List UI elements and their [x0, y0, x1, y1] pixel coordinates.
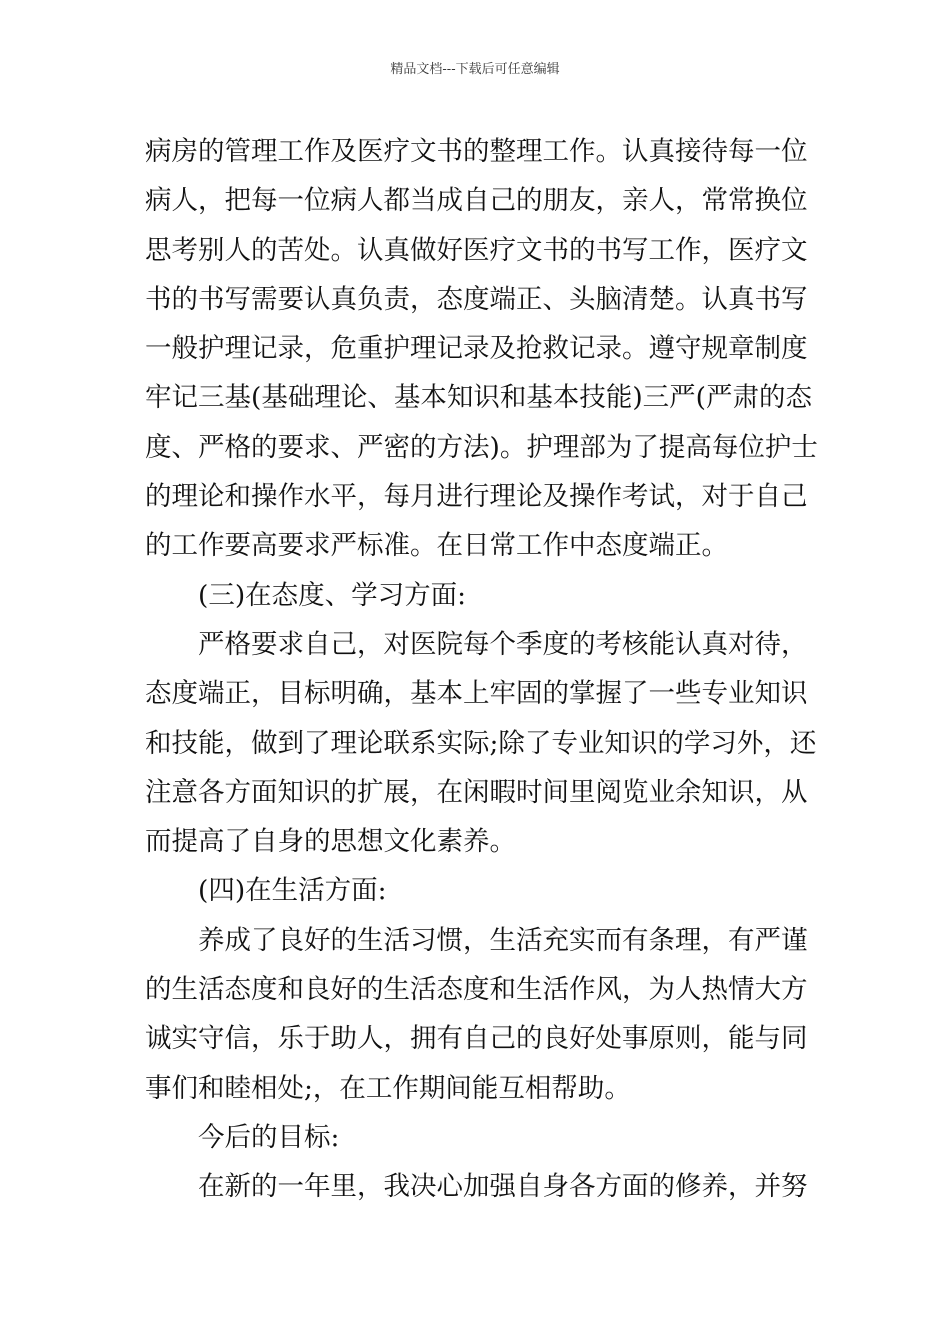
section-heading-future-goals: 今后的目标:	[198, 1121, 340, 1153]
text-line: 注意各方面知识的扩展，在闲暇时间里阅览业余知识，从	[145, 776, 808, 808]
text-line: 严格要求自己，对医院每个季度的考核能认真对待，	[198, 628, 808, 660]
text-line: 而提高了自身的思想文化素养。	[145, 826, 516, 858]
page-header: 精品文档---下载后可任意编辑	[390, 62, 560, 77]
text-line: 病人，把每一位病人都当成自己的朋友，亲人，常常换位	[145, 185, 808, 217]
text-line: 诚实守信，乐于助人，拥有自己的良好处事原则，能与同	[145, 1023, 808, 1055]
text-line: 思考别人的苦处。认真做好医疗文书的书写工作，医疗文	[145, 234, 808, 266]
document-body	[145, 127, 818, 1212]
section-heading-life: (四)在生活方面:	[198, 875, 387, 907]
text-line: 的工作要高要求严标准。在日常工作中态度端正。	[145, 530, 728, 562]
text-line: 的生活态度和良好的生活态度和生活作风，为人热情大方	[145, 974, 808, 1006]
text-line: 在新的一年里，我决心加强自身各方面的修养，并努	[198, 1171, 808, 1203]
text-line: 病房的管理工作及医疗文书的整理工作。认真接待每一位	[145, 136, 808, 167]
text-line: 书的书写需要认真负责，态度端正、头脑清楚。认真书写	[145, 283, 808, 315]
section-heading-attitude-study: (三)在态度、学习方面:	[198, 579, 467, 611]
text-line: 和技能，做到了理论联系实际;除了专业知识的学习外，还	[145, 727, 817, 759]
text-line: 牢记三基(基础理论、基本知识和基本技能)三严(严肃的态	[145, 382, 813, 414]
text-line: 一般护理记录，危重护理记录及抢救记录。遵守规章制度	[145, 333, 808, 365]
text-line: 的理论和操作水平，每月进行理论及操作考试，对于自己	[145, 481, 808, 513]
text-line: 事们和睦相处;，在工作期间能互相帮助。	[145, 1072, 631, 1104]
text-line: 养成了良好的生活习惯，生活充实而有条理，有严谨	[198, 924, 808, 956]
text-line: 度、严格的要求、严密的方法)。护理部为了提高每位护士	[145, 431, 818, 463]
text-line: 态度端正，目标明确，基本上牢固的掌握了一些专业知识	[145, 678, 808, 710]
